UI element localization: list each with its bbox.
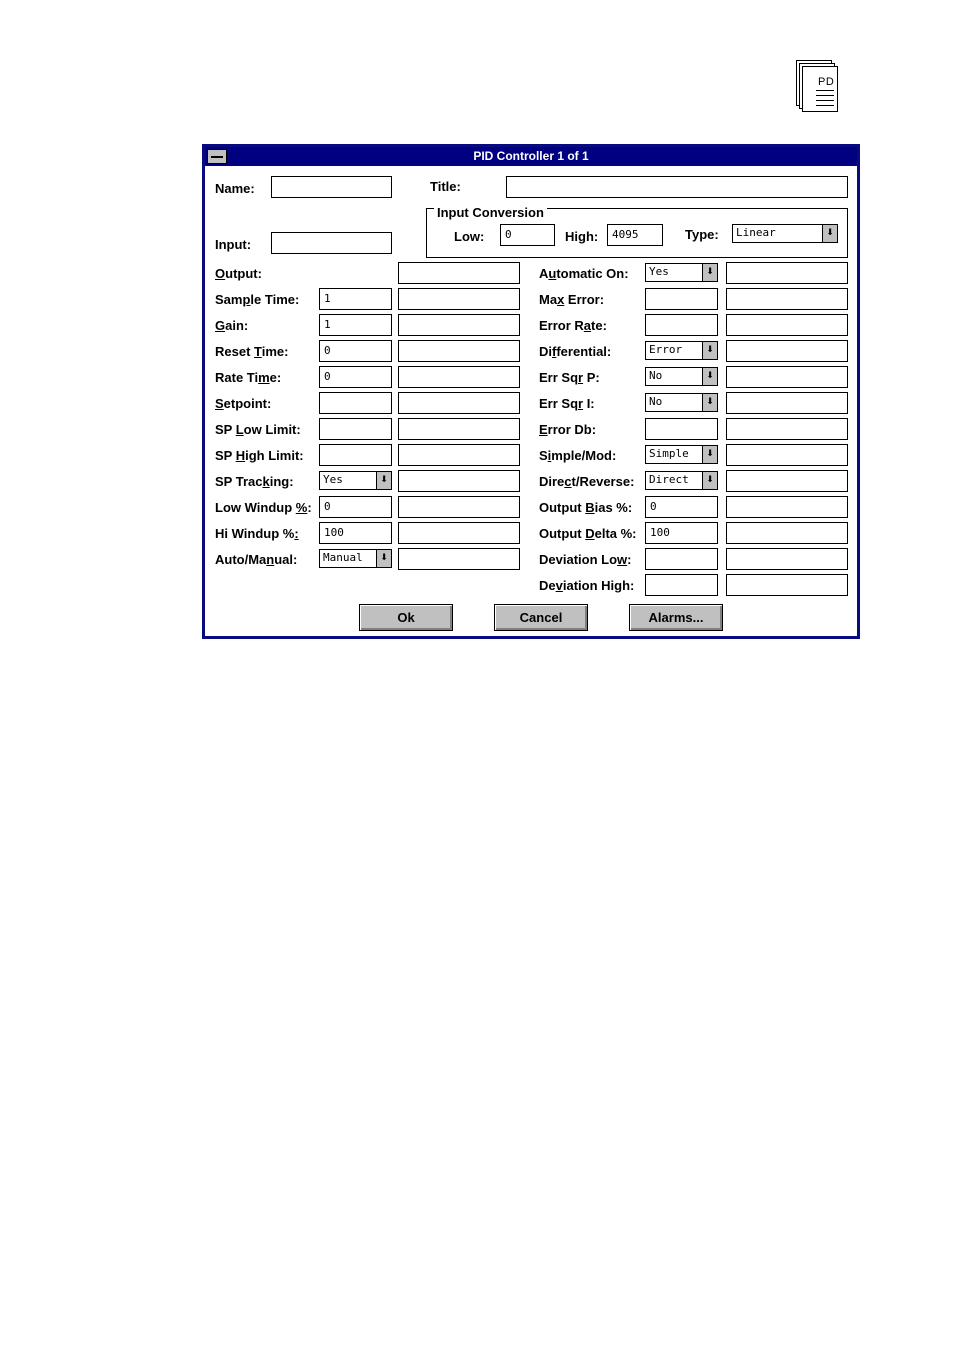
right-param-tag-field[interactable] [726, 366, 848, 388]
label-text: ain: [225, 318, 249, 333]
dropdown-arrow-icon[interactable]: ⬇ [702, 394, 717, 411]
left-param-value-field[interactable] [319, 392, 392, 414]
system-menu-button[interactable] [207, 149, 227, 164]
ok-button[interactable]: Ok [359, 604, 453, 631]
label-mnemonic: G [215, 318, 226, 333]
label-text: utput: [225, 266, 262, 281]
cancel-button[interactable]: Cancel [494, 604, 588, 631]
label-text: mple/Mod: [551, 448, 617, 463]
right-param-tag-field[interactable] [726, 288, 848, 310]
left-param-tag-field[interactable] [398, 548, 520, 570]
right-param-label [539, 526, 637, 541]
left-param-tag-field[interactable] [398, 418, 520, 440]
title-field[interactable] [506, 176, 848, 198]
label-mnemonic: T [254, 344, 262, 359]
label-text: Err Sq [539, 370, 579, 385]
high-field[interactable]: 4095 [607, 224, 663, 246]
label-text: iation High: [562, 578, 635, 593]
label-text: Low Windup [215, 500, 296, 515]
label-text: Error: [564, 292, 605, 307]
label-text: Rate Ti [215, 370, 259, 385]
name-label: Name: [215, 181, 255, 196]
label-mnemonic: E [539, 422, 548, 437]
right-param-tag-field[interactable] [726, 444, 848, 466]
label-mnemonic: r [578, 370, 584, 385]
dropdown-arrow-icon[interactable]: ⬇ [702, 472, 717, 489]
right-param-dropdown[interactable] [645, 263, 718, 282]
label-text: ing: [269, 474, 294, 489]
label-text: Deviation Lo [539, 552, 618, 567]
label-mnemonic: r [578, 396, 584, 411]
label-mnemonic: x [557, 292, 565, 307]
right-param-label [539, 578, 634, 593]
label-text: e: [269, 370, 282, 385]
label-mnemonic: H [235, 448, 246, 463]
dropdown-value: Direct [649, 473, 689, 486]
left-param-tag-field[interactable] [398, 470, 520, 492]
left-param-label [215, 318, 248, 333]
dropdown-value: Manual [323, 551, 363, 564]
left-param-value-field[interactable] [319, 418, 392, 440]
label-text: Reset [215, 344, 255, 359]
dropdown-arrow-icon[interactable]: ⬇ [702, 446, 717, 463]
label-text: Output [539, 526, 586, 541]
right-param-tag-field[interactable] [726, 470, 848, 492]
label-mnemonic: m [258, 370, 270, 385]
right-param-tag-field[interactable] [726, 314, 848, 336]
high-label: High: [565, 229, 599, 244]
low-label: Low: [454, 229, 485, 244]
right-param-label [539, 552, 631, 567]
label-text: Sam [215, 292, 243, 307]
left-param-tag-field[interactable] [398, 496, 520, 518]
label-text: : [307, 500, 312, 515]
left-param-dropdown[interactable] [319, 471, 392, 490]
window-title: PID Controller 1 of 1 [473, 149, 589, 163]
left-param-label [215, 474, 294, 489]
label-text: t/Reverse: [571, 474, 635, 489]
input-field[interactable] [271, 232, 392, 254]
label-text: etpoint: [223, 396, 272, 411]
label-mnemonic: S [215, 396, 224, 411]
label-text: Err Sq [539, 396, 579, 411]
left-param-value-field[interactable]: 0 [319, 496, 392, 518]
left-param-label [215, 448, 304, 463]
label-text: Auto/Ma [215, 552, 267, 567]
left-param-label [215, 526, 299, 541]
right-param-tag-field[interactable] [726, 418, 848, 440]
left-param-value-field[interactable]: 0 [319, 366, 392, 388]
doc-line [816, 100, 834, 101]
right-param-label [539, 448, 616, 463]
label-text: te: [591, 318, 607, 333]
right-param-label [539, 474, 634, 489]
right-param-dropdown[interactable] [645, 367, 718, 386]
label-text: le Time: [250, 292, 300, 307]
right-param-label [539, 292, 604, 307]
right-param-tag-field[interactable] [726, 340, 848, 362]
doc-icon-label: PD [818, 76, 835, 88]
label-text: Di [539, 344, 552, 359]
right-param-value-field[interactable] [645, 288, 718, 310]
right-param-value-field[interactable] [645, 418, 718, 440]
left-param-tag-field[interactable] [398, 314, 520, 336]
dropdown-value: Simple [649, 447, 689, 460]
label-mnemonic: B [585, 500, 595, 515]
left-param-tag-field[interactable] [398, 522, 520, 544]
right-param-dropdown[interactable] [645, 445, 718, 464]
label-mnemonic: a [583, 318, 592, 333]
system-menu-icon [211, 156, 223, 158]
right-param-tag-field[interactable] [726, 262, 848, 284]
input-label: Input: [215, 237, 252, 252]
label-text: rror Db: [547, 422, 597, 437]
left-param-tag-field[interactable] [398, 262, 520, 284]
dropdown-arrow-icon[interactable]: ⬇ [702, 342, 717, 359]
dropdown-value: Yes [649, 265, 669, 278]
left-param-tag-field[interactable] [398, 340, 520, 362]
right-param-label [539, 344, 611, 359]
dropdown-arrow-icon[interactable]: ⬇ [702, 368, 717, 385]
label-mnemonic: D [585, 526, 595, 541]
right-param-tag-field[interactable] [726, 522, 848, 544]
right-param-value-field[interactable] [645, 574, 718, 596]
left-param-label [215, 552, 297, 567]
doc-line [816, 105, 834, 106]
right-param-label [539, 396, 595, 411]
right-param-value-field[interactable]: 100 [645, 522, 718, 544]
label-text: S [539, 448, 548, 463]
left-param-label [215, 396, 271, 411]
label-mnemonic: : [294, 526, 299, 541]
left-param-tag-field[interactable] [398, 366, 520, 388]
label-mnemonic: % [295, 500, 308, 515]
label-mnemonic: u [548, 266, 557, 281]
left-param-dropdown[interactable] [319, 549, 392, 568]
left-param-tag-field[interactable] [398, 444, 520, 466]
alarms-button[interactable]: Alarms... [629, 604, 723, 631]
label-mnemonic: p [242, 292, 251, 307]
label-text: ime: [261, 344, 289, 359]
label-mnemonic: n [266, 552, 275, 567]
label-text: Ma [539, 292, 558, 307]
label-text: ow Limit: [243, 422, 301, 437]
dropdown-arrow-icon[interactable]: ⬇ [702, 264, 717, 281]
low-field[interactable]: 0 [500, 224, 555, 246]
label-text: SP [215, 422, 236, 437]
type-dropdown-value: Linear [736, 226, 776, 239]
label-text: SP [215, 448, 236, 463]
right-param-tag-field[interactable] [726, 574, 848, 596]
right-param-dropdown[interactable] [645, 393, 718, 412]
right-param-label [539, 266, 629, 281]
title-bar [205, 147, 857, 166]
label-text: Dire [539, 474, 565, 489]
label-text: A [539, 266, 549, 281]
label-text: ual: [274, 552, 298, 567]
right-param-label [539, 318, 607, 333]
left-param-label [215, 266, 262, 281]
label-text: elta %: [594, 526, 637, 541]
label-mnemonic: O [215, 266, 226, 281]
label-mnemonic: L [235, 422, 244, 437]
document-stack-icon [796, 60, 840, 114]
dropdown-arrow-icon[interactable]: ⬇ [376, 550, 391, 567]
right-param-tag-field[interactable] [726, 548, 848, 570]
label-mnemonic: k [262, 474, 270, 489]
label-text: Error R [539, 318, 584, 333]
dropdown-arrow-icon[interactable]: ⬇ [822, 225, 837, 242]
right-param-value-field[interactable] [645, 548, 718, 570]
name-field[interactable] [271, 176, 392, 198]
left-param-value-field[interactable] [319, 444, 392, 466]
left-param-value-field[interactable]: 0 [319, 340, 392, 362]
label-mnemonic: w [617, 552, 628, 567]
doc-line [816, 90, 834, 91]
left-param-label [215, 422, 301, 437]
label-mnemonic: c [564, 474, 572, 489]
left-param-label [215, 292, 299, 307]
type-label: Type: [685, 227, 719, 242]
title-label: Title: [430, 179, 461, 194]
dropdown-arrow-icon[interactable]: ⬇ [376, 472, 391, 489]
right-param-dropdown[interactable] [645, 471, 718, 490]
doc-line [816, 95, 834, 96]
right-param-label [539, 500, 632, 515]
left-param-value-field[interactable]: 1 [319, 314, 392, 336]
left-param-tag-field[interactable] [398, 392, 520, 414]
label-text: Hi Windup % [215, 526, 295, 541]
label-mnemonic: f [552, 344, 557, 359]
right-param-label [539, 370, 600, 385]
dropdown-value: Yes [323, 473, 343, 486]
input-conversion-title: Input Conversion [434, 205, 547, 220]
label-text: ferential: [556, 344, 612, 359]
left-param-label [215, 500, 312, 515]
left-param-value-field[interactable]: 1 [319, 288, 392, 310]
right-param-value-field[interactable]: 0 [645, 496, 718, 518]
label-mnemonic: i [547, 448, 552, 463]
right-param-dropdown[interactable] [645, 341, 718, 360]
pid-controller-dialog [202, 144, 860, 639]
label-text: : [627, 552, 632, 567]
dropdown-value: Error [649, 343, 683, 356]
right-param-tag-field[interactable] [726, 392, 848, 414]
label-text: SP Trac [215, 474, 263, 489]
right-param-label [539, 422, 596, 437]
left-param-label [215, 344, 288, 359]
label-text: Output [539, 500, 586, 515]
dropdown-value: No [649, 395, 663, 408]
label-text: tomatic On: [556, 266, 629, 281]
label-text: ias %: [594, 500, 633, 515]
left-param-label [215, 370, 281, 385]
right-param-tag-field[interactable] [726, 496, 848, 518]
left-param-tag-field[interactable] [398, 288, 520, 310]
dropdown-value: No [649, 369, 663, 382]
label-text: P: [583, 370, 600, 385]
label-text: De [539, 578, 556, 593]
left-param-value-field[interactable]: 100 [319, 522, 392, 544]
type-dropdown[interactable] [732, 224, 838, 243]
label-text: igh Limit: [245, 448, 304, 463]
right-param-value-field[interactable] [645, 314, 718, 336]
label-text: I: [583, 396, 595, 411]
label-mnemonic: v [555, 578, 563, 593]
